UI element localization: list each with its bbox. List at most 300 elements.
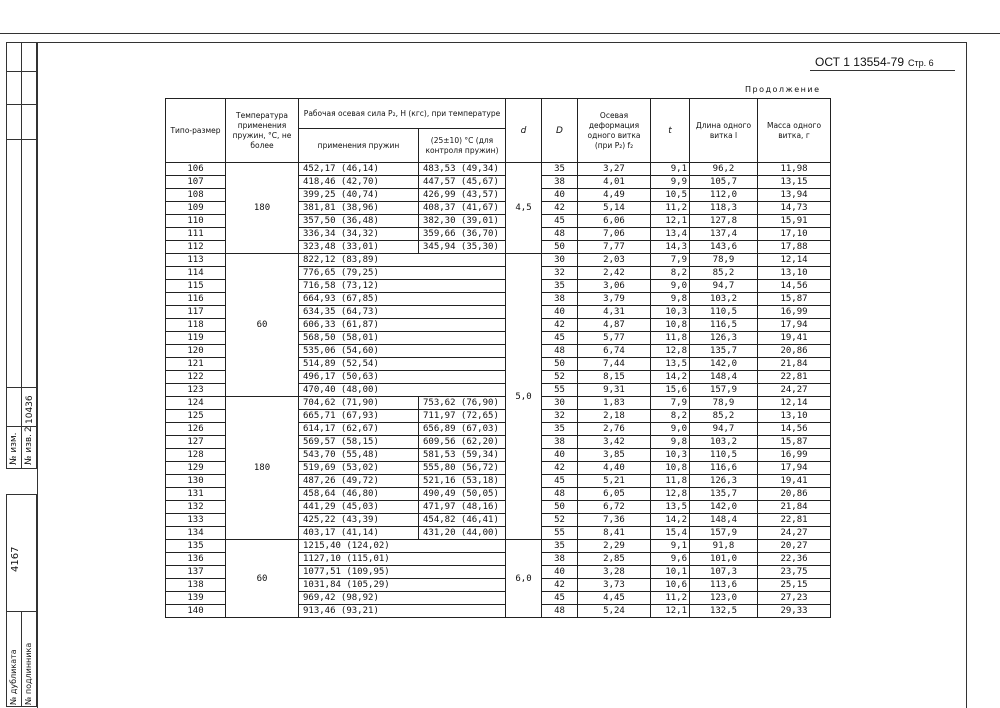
cell-D: 48	[542, 345, 578, 358]
cell-mass: 17,10	[758, 228, 831, 241]
cell-length: 157,9	[690, 384, 758, 397]
cell-mass: 21,84	[758, 501, 831, 514]
cell-mass: 11,98	[758, 163, 831, 176]
cell-mass: 17,88	[758, 241, 831, 254]
col-force-app: применения пружин	[299, 129, 419, 163]
cell-size: 125	[166, 410, 226, 423]
cell-mass: 24,27	[758, 384, 831, 397]
cell-size: 122	[166, 371, 226, 384]
cell-D: 35	[542, 163, 578, 176]
cell-mass: 13,10	[758, 267, 831, 280]
cell-force-ctrl: 521,16 (53,18)	[419, 475, 506, 488]
cell-deform: 5,14	[578, 202, 651, 215]
cell-size: 114	[166, 267, 226, 280]
cell-D: 40	[542, 566, 578, 579]
cell-deform: 3,79	[578, 293, 651, 306]
cell-force-app: 336,34 (34,32)	[299, 228, 419, 241]
cell-size: 111	[166, 228, 226, 241]
cell-length: 157,9	[690, 527, 758, 540]
cell-force-app: 452,17 (46,14)	[299, 163, 419, 176]
cell-length: 85,2	[690, 267, 758, 280]
cell-D: 38	[542, 293, 578, 306]
col-d: d	[506, 99, 542, 163]
cell-t: 10,6	[651, 579, 690, 592]
table-row	[166, 254, 831, 267]
cell-size: 107	[166, 176, 226, 189]
cell-t: 9,1	[651, 540, 690, 553]
cell-mass: 13,94	[758, 189, 831, 202]
cell-length: 148,4	[690, 514, 758, 527]
cell-t: 9,8	[651, 436, 690, 449]
col-temp: Температура применения пружин, °С, не более	[226, 99, 299, 163]
cell-force-ctrl: 359,66 (36,70)	[419, 228, 506, 241]
cell-size: 128	[166, 449, 226, 462]
document-code-text: ОСТ 1 13554-79	[815, 55, 904, 69]
cell-force-ctrl: 555,80 (56,72)	[419, 462, 506, 475]
cell-deform: 3,73	[578, 579, 651, 592]
cell-size: 129	[166, 462, 226, 475]
cell-mass: 17,94	[758, 462, 831, 475]
cell-D: 40	[542, 189, 578, 202]
cell-length: 85,2	[690, 410, 758, 423]
cell-force-app: 704,62 (71,90)	[299, 397, 419, 410]
cell-size: 118	[166, 319, 226, 332]
cell-force-app: 519,69 (53,02)	[299, 462, 419, 475]
cell-mass: 13,10	[758, 410, 831, 423]
cell-deform: 8,41	[578, 527, 651, 540]
cell-mass: 16,99	[758, 449, 831, 462]
cell-deform: 3,28	[578, 566, 651, 579]
cell-mass: 14,56	[758, 280, 831, 293]
cell-D: 50	[542, 358, 578, 371]
cell-force-app: 425,22 (43,39)	[299, 514, 419, 527]
cell-force-combined: 1127,10 (115,01)	[299, 553, 506, 566]
cell-force-app: 543,70 (55,48)	[299, 449, 419, 462]
cell-force-combined: 535,06 (54,60)	[299, 345, 506, 358]
cell-size: 123	[166, 384, 226, 397]
cell-t: 9,9	[651, 176, 690, 189]
cell-size: 108	[166, 189, 226, 202]
cell-size: 140	[166, 605, 226, 618]
cell-temp: 60	[226, 254, 299, 397]
cell-mass: 15,87	[758, 436, 831, 449]
col-mass: Масса одного витка, г	[758, 99, 831, 163]
cell-length: 105,7	[690, 176, 758, 189]
cell-t: 8,2	[651, 267, 690, 280]
stamp-value-b: 10436	[25, 395, 35, 424]
cell-t: 10,3	[651, 306, 690, 319]
cell-size: 136	[166, 553, 226, 566]
cell-force-combined: 969,42 (98,92)	[299, 592, 506, 605]
cell-d: 6,0	[506, 540, 542, 618]
cell-t: 13,5	[651, 358, 690, 371]
cell-length: 123,0	[690, 592, 758, 605]
cell-mass: 15,87	[758, 293, 831, 306]
cell-mass: 14,56	[758, 423, 831, 436]
cell-size: 119	[166, 332, 226, 345]
cell-t: 12,1	[651, 605, 690, 618]
cell-t: 9,1	[651, 163, 690, 176]
col-D: D	[542, 99, 578, 163]
cell-force-app: 487,26 (49,72)	[299, 475, 419, 488]
cell-D: 32	[542, 267, 578, 280]
cell-force-ctrl: 454,82 (46,41)	[419, 514, 506, 527]
cell-t: 14,3	[651, 241, 690, 254]
cell-deform: 3,27	[578, 163, 651, 176]
cell-t: 11,8	[651, 332, 690, 345]
cell-mass: 12,14	[758, 254, 831, 267]
cell-size: 106	[166, 163, 226, 176]
cell-force-combined: 514,89 (52,54)	[299, 358, 506, 371]
cell-mass: 15,91	[758, 215, 831, 228]
cell-D: 42	[542, 579, 578, 592]
header-rule	[810, 70, 955, 71]
cell-size: 137	[166, 566, 226, 579]
cell-temp: 180	[226, 397, 299, 540]
cell-deform: 4,40	[578, 462, 651, 475]
cell-force-ctrl: 483,53 (49,34)	[419, 163, 506, 176]
cell-size: 112	[166, 241, 226, 254]
cell-deform: 7,36	[578, 514, 651, 527]
cell-size: 121	[166, 358, 226, 371]
cell-D: 45	[542, 332, 578, 345]
cell-deform: 5,77	[578, 332, 651, 345]
cell-size: 133	[166, 514, 226, 527]
cell-t: 12,8	[651, 345, 690, 358]
cell-length: 126,3	[690, 475, 758, 488]
cell-length: 94,7	[690, 280, 758, 293]
cell-force-ctrl: 656,89 (67,03)	[419, 423, 506, 436]
cell-size: 135	[166, 540, 226, 553]
cell-deform: 4,87	[578, 319, 651, 332]
cell-force-app: 458,64 (46,80)	[299, 488, 419, 501]
cell-D: 35	[542, 540, 578, 553]
cell-deform: 4,45	[578, 592, 651, 605]
cell-D: 40	[542, 449, 578, 462]
page-label: Стр. 6	[908, 58, 934, 68]
cell-deform: 6,06	[578, 215, 651, 228]
cell-length: 110,5	[690, 306, 758, 319]
cell-D: 30	[542, 397, 578, 410]
cell-t: 14,2	[651, 514, 690, 527]
cell-D: 48	[542, 488, 578, 501]
cell-deform: 4,49	[578, 189, 651, 202]
cell-mass: 29,33	[758, 605, 831, 618]
col-force: Рабочая осевая сила P₂, Н (кгс), при температуре	[299, 99, 506, 129]
cell-force-ctrl: 711,97 (72,65)	[419, 410, 506, 423]
cell-t: 11,2	[651, 202, 690, 215]
col-deform: Осевая деформация одного витка (при P₂) f₂	[578, 99, 651, 163]
cell-mass: 16,99	[758, 306, 831, 319]
cell-D: 42	[542, 462, 578, 475]
stamp-number: 4167	[10, 546, 21, 572]
cell-size: 124	[166, 397, 226, 410]
cell-t: 10,1	[651, 566, 690, 579]
cell-t: 9,0	[651, 280, 690, 293]
cell-t: 10,8	[651, 462, 690, 475]
cell-force-ctrl: 581,53 (59,34)	[419, 449, 506, 462]
cell-force-ctrl: 408,37 (41,67)	[419, 202, 506, 215]
cell-D: 42	[542, 202, 578, 215]
cell-D: 35	[542, 280, 578, 293]
cell-force-app: 381,81 (38,96)	[299, 202, 419, 215]
cell-deform: 2,29	[578, 540, 651, 553]
cell-t: 13,5	[651, 501, 690, 514]
cell-deform: 2,76	[578, 423, 651, 436]
cell-t: 15,4	[651, 527, 690, 540]
cell-force-ctrl: 382,30 (39,01)	[419, 215, 506, 228]
cell-D: 35	[542, 423, 578, 436]
cell-force-app: 399,25 (40,74)	[299, 189, 419, 202]
cell-force-ctrl: 609,56 (62,20)	[419, 436, 506, 449]
cell-deform: 2,18	[578, 410, 651, 423]
cell-deform: 7,77	[578, 241, 651, 254]
cell-length: 110,5	[690, 449, 758, 462]
cell-D: 45	[542, 475, 578, 488]
table-row	[166, 540, 831, 553]
cell-t: 14,2	[651, 371, 690, 384]
cell-length: 96,2	[690, 163, 758, 176]
cell-size: 127	[166, 436, 226, 449]
page-top-rule	[0, 33, 1000, 34]
cell-t: 7,9	[651, 397, 690, 410]
cell-length: 143,6	[690, 241, 758, 254]
cell-t: 8,2	[651, 410, 690, 423]
cell-mass: 19,41	[758, 475, 831, 488]
cell-D: 38	[542, 553, 578, 566]
cell-deform: 8,15	[578, 371, 651, 384]
cell-deform: 2,42	[578, 267, 651, 280]
cell-length: 103,2	[690, 436, 758, 449]
cell-length: 142,0	[690, 358, 758, 371]
cell-mass: 20,27	[758, 540, 831, 553]
cell-size: 134	[166, 527, 226, 540]
cell-D: 38	[542, 176, 578, 189]
table-row	[166, 397, 831, 410]
cell-length: 118,3	[690, 202, 758, 215]
cell-force-ctrl: 345,94 (35,30)	[419, 241, 506, 254]
cell-length: 78,9	[690, 397, 758, 410]
stamp-dup: № дубликата	[9, 649, 18, 705]
cell-force-ctrl: 426,99 (43,57)	[419, 189, 506, 202]
cell-deform: 2,03	[578, 254, 651, 267]
cell-deform: 2,85	[578, 553, 651, 566]
cell-size: 138	[166, 579, 226, 592]
cell-mass: 13,15	[758, 176, 831, 189]
col-size: Типо-размер	[166, 99, 226, 163]
cell-deform: 1,83	[578, 397, 651, 410]
cell-deform: 6,72	[578, 501, 651, 514]
cell-length: 107,3	[690, 566, 758, 579]
cell-t: 11,8	[651, 475, 690, 488]
cell-mass: 23,75	[758, 566, 831, 579]
cell-D: 50	[542, 241, 578, 254]
cell-force-combined: 913,46 (93,21)	[299, 605, 506, 618]
cell-length: 101,0	[690, 553, 758, 566]
cell-deform: 3,06	[578, 280, 651, 293]
cell-D: 52	[542, 371, 578, 384]
cell-force-ctrl: 447,57 (45,67)	[419, 176, 506, 189]
cell-size: 120	[166, 345, 226, 358]
cell-length: 127,8	[690, 215, 758, 228]
cell-size: 109	[166, 202, 226, 215]
cell-length: 148,4	[690, 371, 758, 384]
cell-size: 115	[166, 280, 226, 293]
cell-D: 42	[542, 319, 578, 332]
cell-t: 10,3	[651, 449, 690, 462]
stamp-field-b: № изв.	[24, 433, 34, 465]
cell-t: 12,1	[651, 215, 690, 228]
cell-deform: 4,31	[578, 306, 651, 319]
cell-force-app: 614,17 (62,67)	[299, 423, 419, 436]
cell-mass: 20,86	[758, 488, 831, 501]
cell-D: 48	[542, 228, 578, 241]
cell-force-combined: 776,65 (79,25)	[299, 267, 506, 280]
cell-length: 103,2	[690, 293, 758, 306]
cell-force-app: 665,71 (67,93)	[299, 410, 419, 423]
cell-t: 13,4	[651, 228, 690, 241]
cell-force-app: 418,46 (42,70)	[299, 176, 419, 189]
cell-deform: 7,06	[578, 228, 651, 241]
cell-D: 40	[542, 306, 578, 319]
stamp-field-a: № изм.	[9, 432, 19, 465]
cell-length: 132,5	[690, 605, 758, 618]
col-length: Длина одного витка l	[690, 99, 758, 163]
cell-length: 94,7	[690, 423, 758, 436]
cell-length: 135,7	[690, 345, 758, 358]
cell-mass: 22,81	[758, 371, 831, 384]
cell-t: 10,5	[651, 189, 690, 202]
cell-force-combined: 1215,40 (124,02)	[299, 540, 506, 553]
continued-label: Продолжение	[745, 85, 821, 94]
cell-D: 48	[542, 605, 578, 618]
cell-t: 9,8	[651, 293, 690, 306]
cell-t: 12,8	[651, 488, 690, 501]
cell-d: 4,5	[506, 163, 542, 254]
cell-size: 116	[166, 293, 226, 306]
cell-length: 78,9	[690, 254, 758, 267]
cell-length: 112,0	[690, 189, 758, 202]
cell-force-combined: 606,33 (61,87)	[299, 319, 506, 332]
cell-size: 130	[166, 475, 226, 488]
cell-deform: 4,01	[578, 176, 651, 189]
col-t: t	[651, 99, 690, 163]
cell-t: 9,6	[651, 553, 690, 566]
cell-mass: 24,27	[758, 527, 831, 540]
cell-force-app: 569,57 (58,15)	[299, 436, 419, 449]
cell-force-app: 357,50 (36,48)	[299, 215, 419, 228]
cell-deform: 5,21	[578, 475, 651, 488]
cell-mass: 25,15	[758, 579, 831, 592]
cell-deform: 6,74	[578, 345, 651, 358]
cell-mass: 20,86	[758, 345, 831, 358]
cell-size: 113	[166, 254, 226, 267]
cell-D: 55	[542, 384, 578, 397]
margin-stamp	[6, 42, 37, 707]
cell-length: 116,5	[690, 319, 758, 332]
cell-mass: 22,81	[758, 514, 831, 527]
cell-force-ctrl: 431,20 (44,00)	[419, 527, 506, 540]
cell-force-combined: 470,40 (48,00)	[299, 384, 506, 397]
cell-mass: 27,23	[758, 592, 831, 605]
cell-force-combined: 664,93 (67,85)	[299, 293, 506, 306]
stamp-orig: № подлинника	[24, 642, 33, 705]
cell-D: 52	[542, 514, 578, 527]
cell-force-app: 403,17 (41,14)	[299, 527, 419, 540]
cell-length: 142,0	[690, 501, 758, 514]
cell-temp: 60	[226, 540, 299, 618]
cell-size: 132	[166, 501, 226, 514]
cell-force-combined: 822,12 (83,89)	[299, 254, 506, 267]
cell-length: 137,4	[690, 228, 758, 241]
cell-size: 131	[166, 488, 226, 501]
document-code	[815, 55, 934, 69]
cell-size: 110	[166, 215, 226, 228]
cell-mass: 21,84	[758, 358, 831, 371]
cell-force-app: 441,29 (45,03)	[299, 501, 419, 514]
cell-D: 30	[542, 254, 578, 267]
cell-size: 126	[166, 423, 226, 436]
cell-t: 9,0	[651, 423, 690, 436]
cell-deform: 3,85	[578, 449, 651, 462]
cell-force-ctrl: 753,62 (76,90)	[419, 397, 506, 410]
cell-length: 91,8	[690, 540, 758, 553]
cell-length: 113,6	[690, 579, 758, 592]
cell-mass: 12,14	[758, 397, 831, 410]
cell-mass: 19,41	[758, 332, 831, 345]
cell-t: 11,2	[651, 592, 690, 605]
cell-t: 10,8	[651, 319, 690, 332]
cell-mass: 22,36	[758, 553, 831, 566]
cell-deform: 7,44	[578, 358, 651, 371]
cell-D: 45	[542, 215, 578, 228]
cell-force-ctrl: 471,97 (48,16)	[419, 501, 506, 514]
cell-deform: 9,31	[578, 384, 651, 397]
cell-t: 15,6	[651, 384, 690, 397]
cell-size: 117	[166, 306, 226, 319]
cell-deform: 6,05	[578, 488, 651, 501]
cell-force-combined: 1031,84 (105,29)	[299, 579, 506, 592]
col-force-ctrl: (25±10) °С (для контроля пружин)	[419, 129, 506, 163]
cell-temp: 180	[226, 163, 299, 254]
cell-force-ctrl: 490,49 (50,05)	[419, 488, 506, 501]
stamp-value-a: 2	[24, 426, 34, 432]
cell-length: 126,3	[690, 332, 758, 345]
cell-force-combined: 568,50 (58,01)	[299, 332, 506, 345]
cell-force-app: 323,48 (33,01)	[299, 241, 419, 254]
cell-length: 135,7	[690, 488, 758, 501]
cell-D: 55	[542, 527, 578, 540]
cell-D: 38	[542, 436, 578, 449]
cell-d: 5,0	[506, 254, 542, 540]
cell-mass: 17,94	[758, 319, 831, 332]
cell-t: 7,9	[651, 254, 690, 267]
cell-force-combined: 1077,51 (109,95)	[299, 566, 506, 579]
cell-size: 139	[166, 592, 226, 605]
spring-data-table	[165, 98, 831, 618]
cell-deform: 5,24	[578, 605, 651, 618]
cell-force-combined: 716,58 (73,12)	[299, 280, 506, 293]
cell-force-combined: 496,17 (50,63)	[299, 371, 506, 384]
cell-D: 32	[542, 410, 578, 423]
table-row	[166, 163, 831, 176]
cell-mass: 14,73	[758, 202, 831, 215]
cell-length: 116,6	[690, 462, 758, 475]
cell-D: 45	[542, 592, 578, 605]
cell-D: 50	[542, 501, 578, 514]
cell-force-combined: 634,35 (64,73)	[299, 306, 506, 319]
cell-deform: 3,42	[578, 436, 651, 449]
